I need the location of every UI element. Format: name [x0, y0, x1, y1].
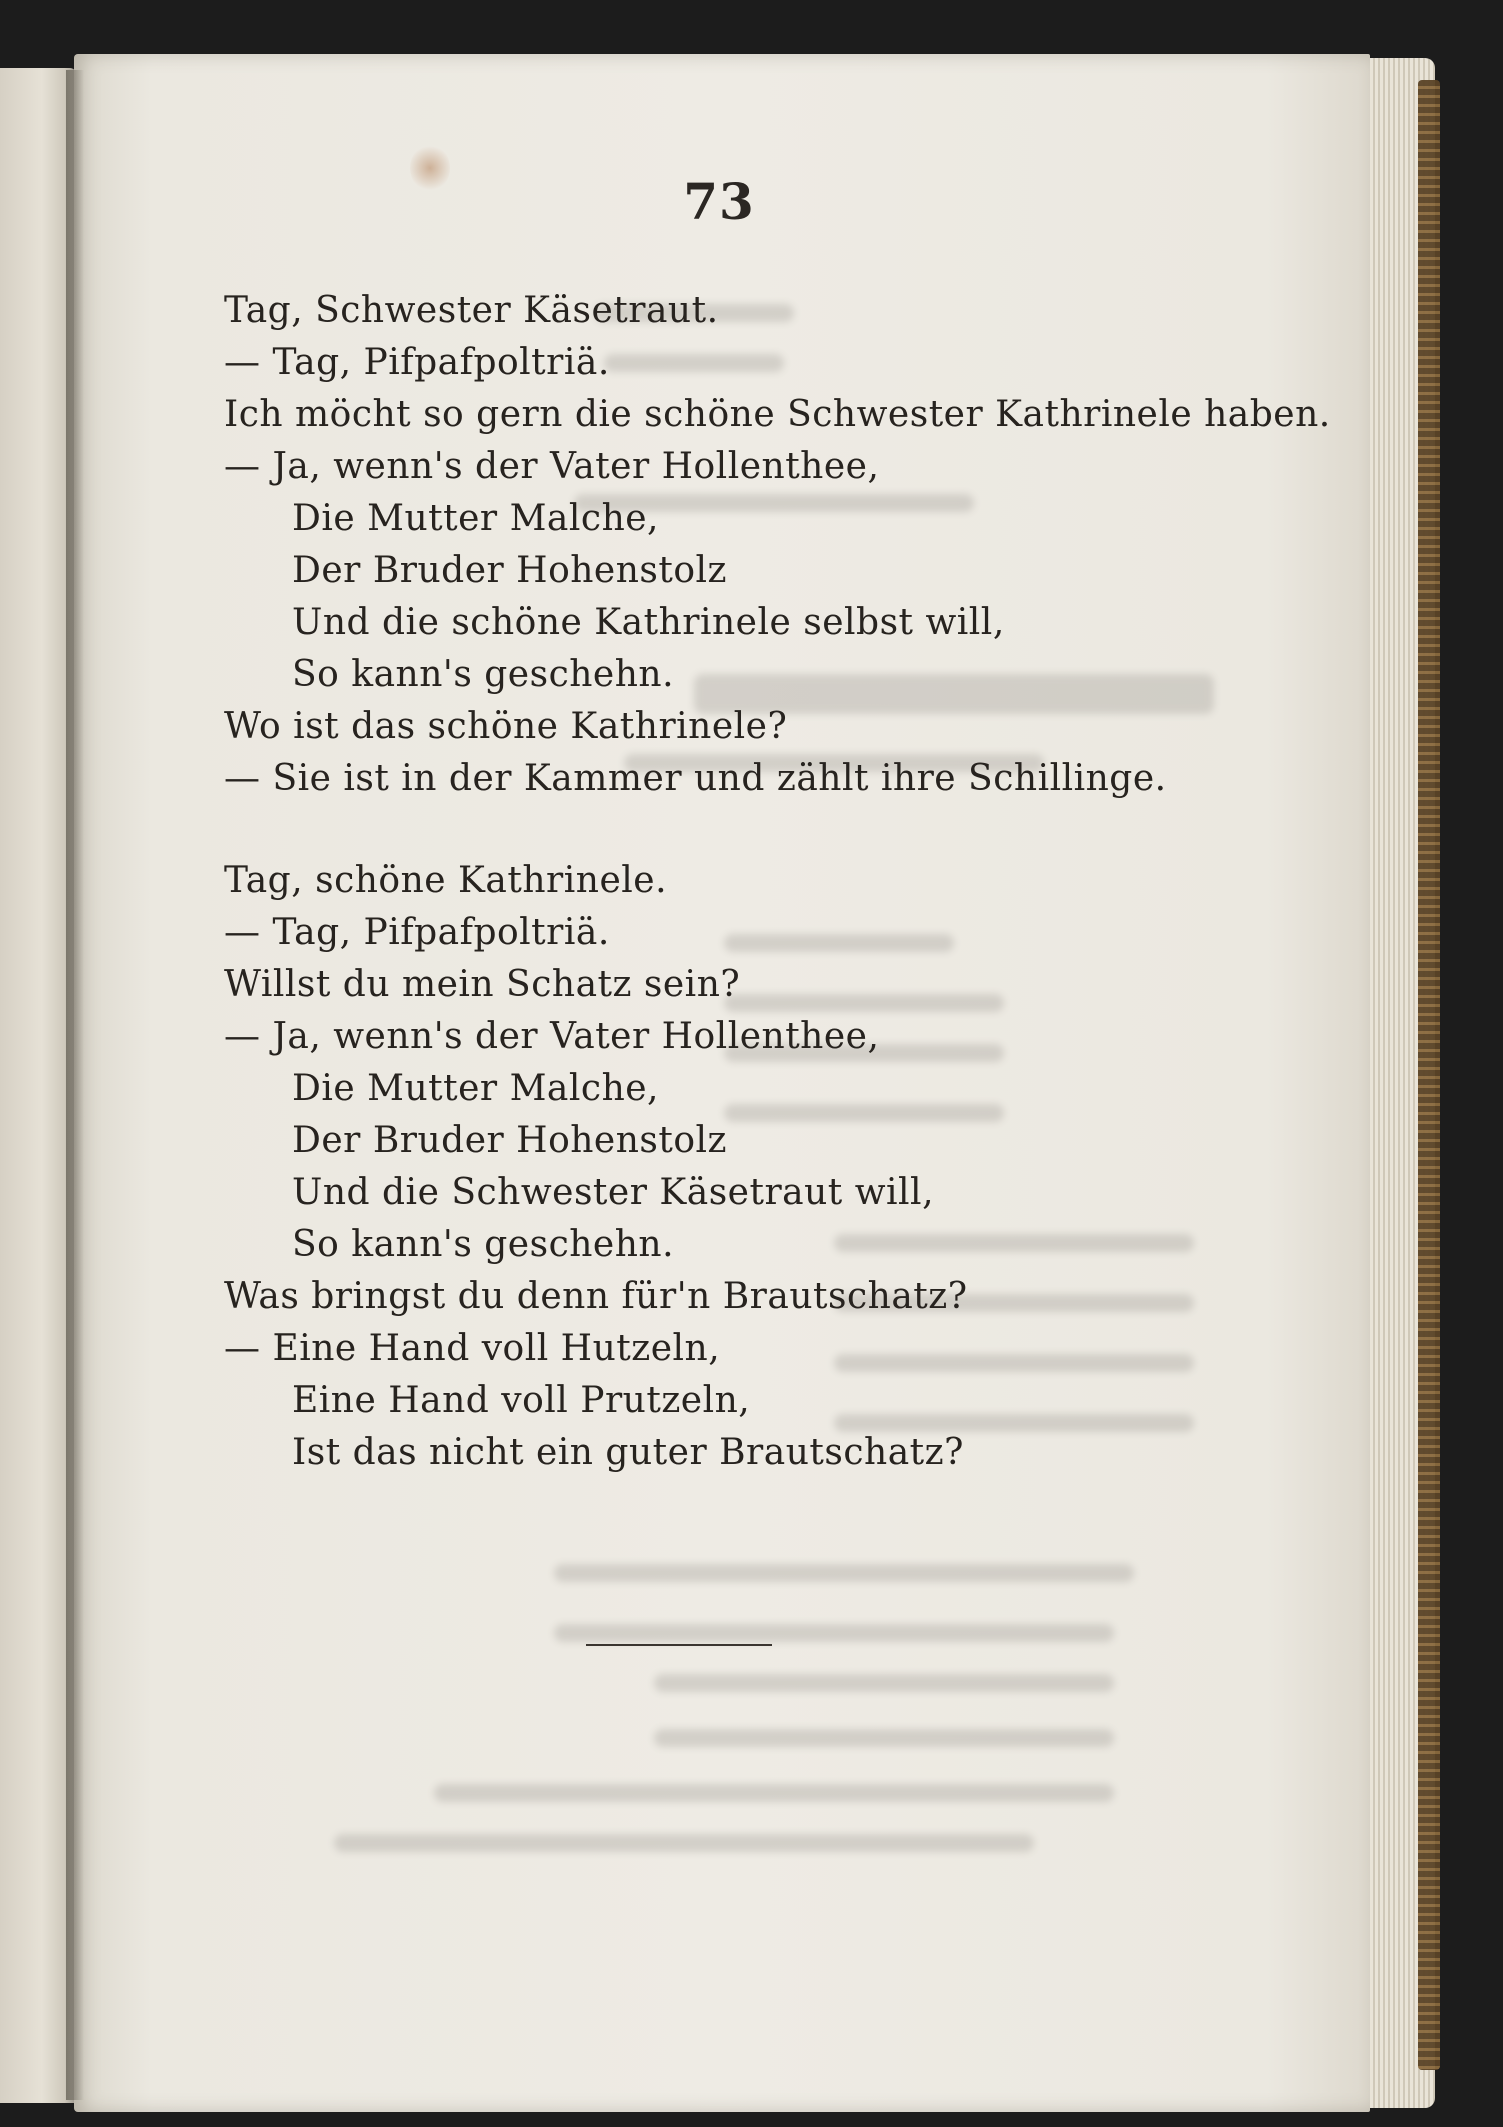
- poem-line: Und die schöne Kathrinele selbst will,: [292, 602, 1005, 643]
- poem-line: Die Mutter Malche,: [292, 498, 659, 539]
- poem-line: — Eine Hand voll Hutzeln,: [224, 1328, 721, 1369]
- book-page: [74, 54, 1370, 2112]
- book-cover-edge: [1418, 80, 1440, 2070]
- poem-line: Und die Schwester Käsetraut will,: [292, 1172, 935, 1213]
- poem-line: Der Bruder Hohenstolz: [292, 550, 728, 591]
- page-number: 73: [683, 172, 755, 231]
- poem-line: So kann's geschehn.: [292, 1224, 675, 1265]
- section-end-rule: [586, 1644, 772, 1646]
- poem-line: So kann's geschehn.: [292, 654, 675, 695]
- poem-line: Eine Hand voll Prutzeln,: [292, 1380, 751, 1421]
- previous-page-edge: [0, 68, 76, 2103]
- poem-line: Wo ist das schöne Kathrinele?: [224, 706, 788, 747]
- poem-line: Willst du mein Schatz sein?: [224, 964, 741, 1005]
- poem-line: Ich möcht so gern die schöne Schwester Kathrinele haben.: [224, 394, 1331, 435]
- poem-line: Ist das nicht ein guter Brautschatz?: [292, 1432, 964, 1473]
- poem-line: Was bringst du denn für'n Brautschatz?: [224, 1276, 968, 1317]
- poem-line: Tag, schöne Kathrinele.: [224, 860, 668, 901]
- poem-line: Tag, Schwester Käsetraut.: [224, 290, 719, 331]
- poem-line: Die Mutter Malche,: [292, 1068, 659, 1109]
- poem-line: — Ja, wenn's der Vater Hollenthee,: [224, 1016, 880, 1057]
- poem-line: — Ja, wenn's der Vater Hollenthee,: [224, 446, 880, 487]
- poem-line: — Tag, Pifpafpoltriä.: [224, 342, 610, 383]
- gutter-shadow: [66, 70, 84, 2100]
- poem-line: Der Bruder Hohenstolz: [292, 1120, 728, 1161]
- poem-line: — Tag, Pifpafpoltriä.: [224, 912, 610, 953]
- poem-line: — Sie ist in der Kammer und zählt ihre Schillinge.: [224, 758, 1167, 799]
